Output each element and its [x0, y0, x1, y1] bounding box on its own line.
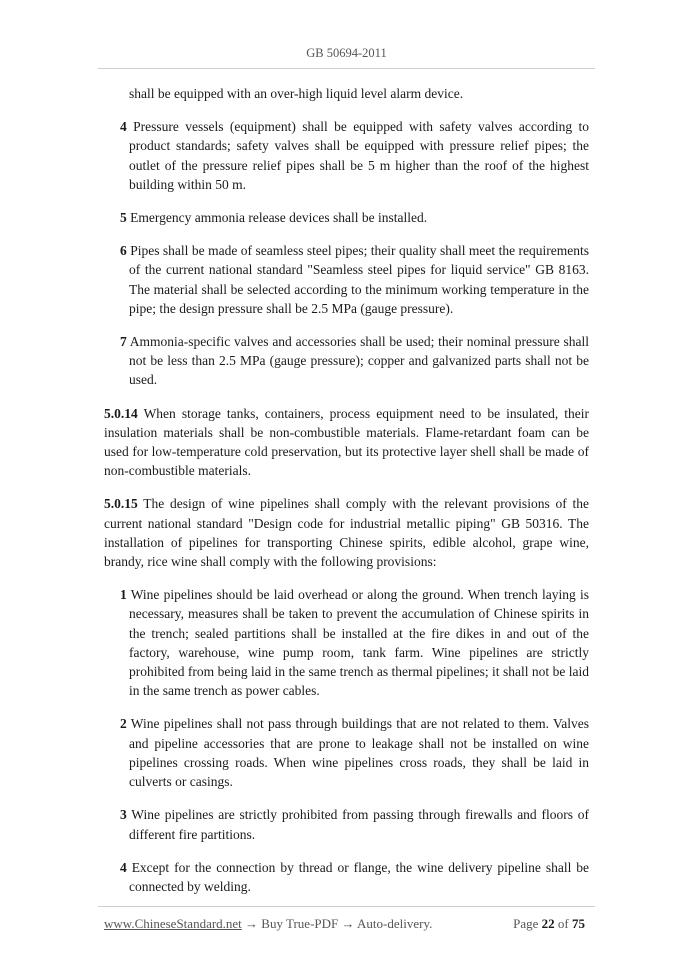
list-item [104, 858, 589, 896]
page-label: Page [513, 916, 539, 931]
list-item [104, 241, 589, 318]
item-number: 4 [120, 859, 127, 875]
total-pages: 75 [572, 916, 585, 931]
website-link[interactable]: www.ChineseStandard.net [104, 916, 242, 931]
item-text: Ammonia-specific valves and accessories shall be used; their nominal pressure shall not be less than 2.5 MPa (gauge pressure); copper and galvanized parts shall not be used. [129, 334, 589, 388]
item-text: Except for the connection by thread or flange, the wine delivery pipeline shall be connected by welding. [129, 859, 590, 894]
item-text: Pressure vessels (equipment) shall be equipped with safety valves according to product standards; safety valves shall be equipped with pressure relief pipes; the outlet of the pressure relief pipes shall be 5 m higher than the roof of the highest building within 50 m. [129, 119, 589, 192]
item-number: 5 [120, 210, 127, 226]
item-number: 6 [120, 243, 127, 259]
item-list-wine-pipelines [104, 585, 589, 896]
of-label: of [557, 916, 569, 931]
list-item [104, 805, 589, 843]
item-number: 7 [120, 334, 127, 350]
item-text: Pipes shall be made of seamless steel pipes; their quality shall meet the requirements of the current national standard "Seamless steel pipes for liquid service" GB 8163. The material shall be selected according to the minimum working temperature in the pipe; the design pressure shall be 2.5 MPa (gauge pressure). [129, 243, 590, 316]
item-text: Wine pipelines shall not pass through buildings that are not related to them. Valves and pipeline accessories that are prone to leakage shall not be installed on wine pipelines crossing roads. When wine pipelines cross roads, they shall be laid in culverts or casings. [129, 716, 589, 790]
clause-text: When storage tanks, containers, process equipment need to be insulated, their insulation materials shall be non-combustible materials. Flame-retardant foam can be used for low-temperature cold preservation, but its protective layer shell shall be made of non-combustible materials. [104, 405, 589, 479]
item-number: 2 [120, 716, 127, 732]
item-list-ammonia [104, 117, 589, 389]
header-rule [98, 68, 595, 69]
footer-links [104, 916, 432, 932]
item-number: 4 [120, 119, 127, 135]
item-text: Wine pipelines should be laid overhead or along the ground. When trench laying is necessary, measures shall be taken to prevent the accumulation of Chinese spirits in the trench; sealed partitions shall be installed at the fire dikes in and out of the factory, warehouse, wine pump room, tank farm. Wine pipelines are strictly prohibited from being laid in the same trench as thermal pipelines; it shall not be laid in the same trench as power cables. [129, 587, 590, 699]
footer-rule [98, 906, 595, 907]
clause-5-0-15 [104, 494, 589, 571]
page-body [104, 84, 589, 910]
list-item [104, 332, 589, 390]
current-page: 22 [541, 916, 555, 931]
list-item [104, 714, 589, 791]
item-text: Emergency ammonia release devices shall be installed. [130, 210, 428, 226]
buy-pdf-link[interactable]: Buy True-PDF [261, 916, 339, 931]
clause-number: 5.0.15 [104, 496, 138, 512]
clause-5-0-14 [104, 404, 589, 481]
auto-delivery-text: Auto-delivery. [357, 916, 433, 931]
list-item [104, 117, 589, 194]
document-header: GB 50694-2011 [306, 46, 387, 60]
item-number: 3 [120, 807, 127, 823]
clause-text: The design of wine pipelines shall comply with the relevant provisions of the current national standard "Design code for industrial metallic piping" GB 50316. The installation of pipelines for transporting Chinese spirits, edible alcohol, grape wine, brandy, rice wine shall comply with the following provisions: [104, 496, 589, 570]
list-item [104, 585, 589, 700]
item-text: Wine pipelines are strictly prohibited from passing through firewalls and floors of different fire partitions. [129, 807, 589, 842]
continuation-text: shall be equipped with an over-high liquid level alarm device. [129, 86, 464, 101]
arrow-right-icon: → [245, 916, 259, 931]
item-number: 1 [120, 587, 127, 603]
page-indicator [513, 916, 585, 932]
clause-number: 5.0.14 [104, 405, 138, 421]
arrow-right-icon: → [341, 916, 355, 931]
list-item [104, 208, 589, 227]
